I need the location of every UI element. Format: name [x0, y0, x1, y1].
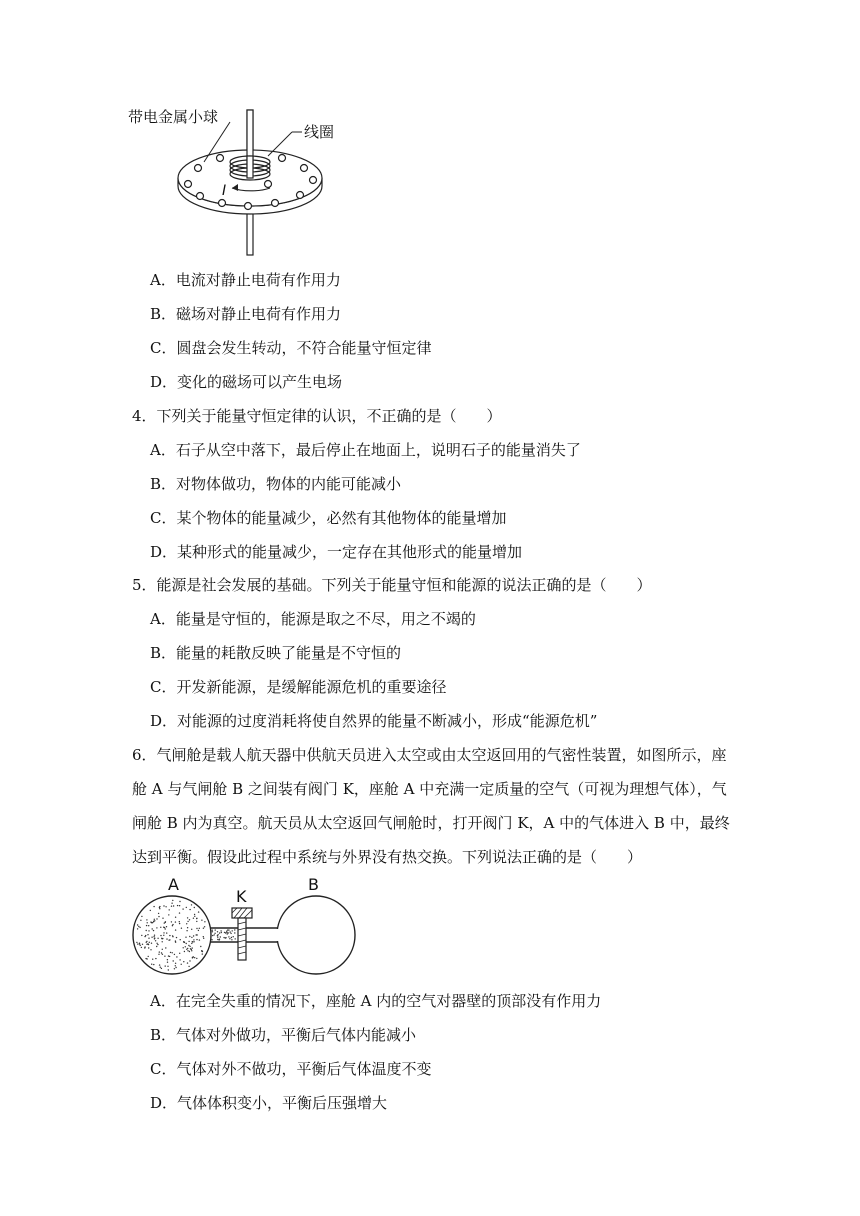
chamber-a-label: A — [168, 875, 179, 894]
q6-option-a: A．在完全失重的情况下，座舱 A 内的空气对器壁的顶部没有作用力 — [150, 992, 602, 1010]
current-label: I — [222, 183, 227, 199]
q5-option-c: C．开发新能源，是缓解能源危机的重要途径 — [150, 678, 447, 696]
q3-option-c: C．圆盘会发生转动，不符合能量守恒定律 — [150, 339, 432, 357]
q4-option-a: A．石子从空中落下，最后停止在地面上，说明石子的能量消失了 — [150, 441, 581, 459]
q6-stem — [132, 745, 732, 881]
q3-option-a: A．电流对静止电荷有作用力 — [150, 271, 341, 289]
q6-stem-line-2: 舱 A 与气闸舱 B 之间装有阀门 K，座舱 A 中充满一定质量的空气（可视为理想气体），气 — [132, 780, 727, 798]
q6-option-b: B．气体对外做功，平衡后气体内能减小 — [150, 1026, 417, 1044]
q5-option-b: B．能量的耗散反映了能量是不守恒的 — [150, 644, 402, 662]
q6-option-c: C．气体对外不做功，平衡后气体温度不变 — [150, 1060, 432, 1078]
q5-option-d: D．对能源的过度消耗将使自然界的能量不断减小，形成“能源危机” — [150, 712, 598, 730]
q5-option-a: A．能量是守恒的，能源是取之不尽，用之不竭的 — [150, 610, 476, 628]
chamber-b-label: B — [308, 875, 319, 894]
q4-option-c: C．某个物体的能量减少，必然有其他物体的能量增加 — [150, 509, 507, 527]
q5-stem: 5．能源是社会发展的基础。下列关于能量守恒和能源的说法正确的是（ ） — [132, 576, 652, 594]
q6-option-d: D．气体体积变小，平衡后压强增大 — [150, 1094, 388, 1112]
q4-option-d: D．某种形式的能量减少，一定存在其他形式的能量增加 — [150, 543, 523, 561]
q6-stem-line-1: 6．气闸舱是载人航天器中供航天员进入太空或由太空返回用的气密性装置，如图所示，座 — [132, 746, 727, 764]
q3-option-d: D．变化的磁场可以产生电场 — [150, 373, 343, 391]
q4-stem: 4．下列关于能量守恒定律的认识，不正确的是（ ） — [132, 407, 502, 425]
q4-option-b: B．对物体做功，物体的内能可能减小 — [150, 475, 402, 493]
valve-k-label: K — [236, 887, 247, 906]
figure-disk-coil — [120, 100, 370, 260]
q3-option-b: B．磁场对静止电荷有作用力 — [150, 305, 342, 323]
ball-label: 带电金属小球 — [128, 108, 219, 126]
coil-label: 线圈 — [304, 123, 335, 141]
figure-airlock — [128, 872, 360, 982]
q6-stem-line-4: 达到平衡。假设此过程中系统与外界没有热交换。下列说法正确的是（ ） — [132, 848, 643, 866]
q6-stem-line-3: 闸舱 B 内为真空。航天员从太空返回气闸舱时，打开阀门 K，A 中的气体进入 B 中，最终 — [132, 814, 730, 832]
